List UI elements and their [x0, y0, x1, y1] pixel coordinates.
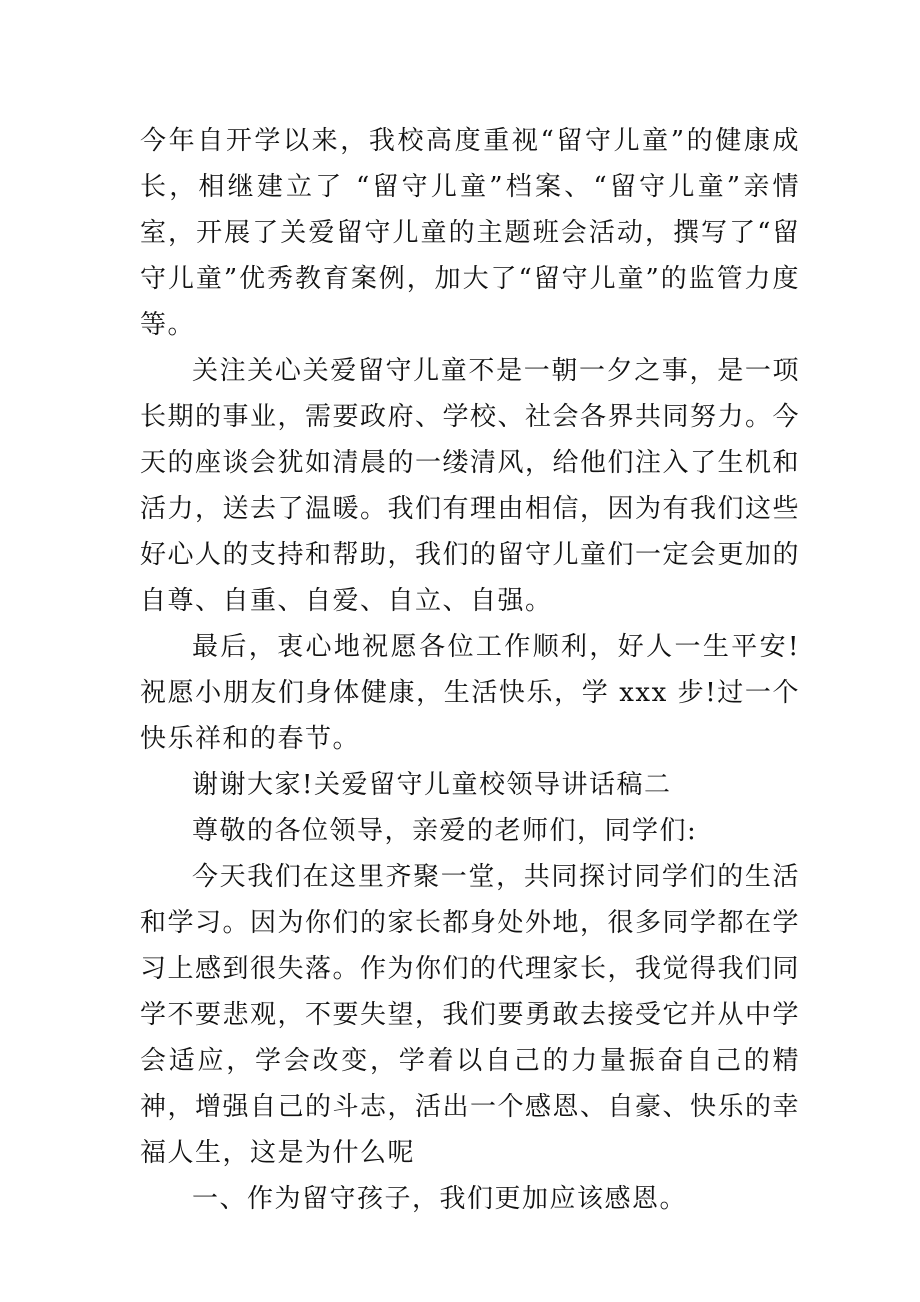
paragraph-salutation: 尊敬的各位领导，亲爱的老师们，同学们:	[192, 816, 698, 846]
paragraph-long-term-care: 关注关心关爱留守儿童不是一朝一夕之事，是一项长期的事业，需要政府、学校、社会各界共同努力。今天的座谈会犹如清晨的一缕清风，给他们注入了生机和活力，送去了温暖。我们有理由相信，因为有我们这些好心人的支持和帮助，我们的留守儿童们一定会更加的自尊、自重、自爱、自立、自强。	[140, 356, 801, 616]
paragraph-closing-wishes: 最后，衷心地祝愿各位工作顺利，好人一生平安!祝愿小朋友们身体健康，生活快乐，学 xxx 步!过一个快乐祥和的春节。	[140, 632, 800, 754]
paragraph-section-one: 一、作为留守孩子，我们更加应该感恩。	[192, 1184, 688, 1214]
paragraph-speech-opening: 今天我们在这里齐聚一堂，共同探讨同学们的生活和学习。因为你们的家长都身处外地，很多同学都在学习上感到很失落。作为你们的代理家长，我觉得我们同学不要悲观，不要失望，我们要勇敢去接受它并从中学会适应，学会改变，学着以自己的力量振奋自己的精神，增强自己的斗志，活出一个感恩、自豪、快乐的幸福人生，这是为什么呢	[140, 862, 801, 1168]
paragraph-thanks-and-title: 谢谢大家!关爱留守儿童校领导讲话稿二	[192, 770, 672, 800]
paragraph-school-initiatives: 今年自开学以来，我校高度重视“留守儿童”的健康成长，相继建立了 “留守儿童”档案、“留守儿童”亲情室，开展了关爱留守儿童的主题班会活动，撰写了“留守儿童”优秀教育案例，加大了“留守儿童”的监管力度等。	[140, 126, 800, 340]
document-body	[140, 118, 800, 1222]
